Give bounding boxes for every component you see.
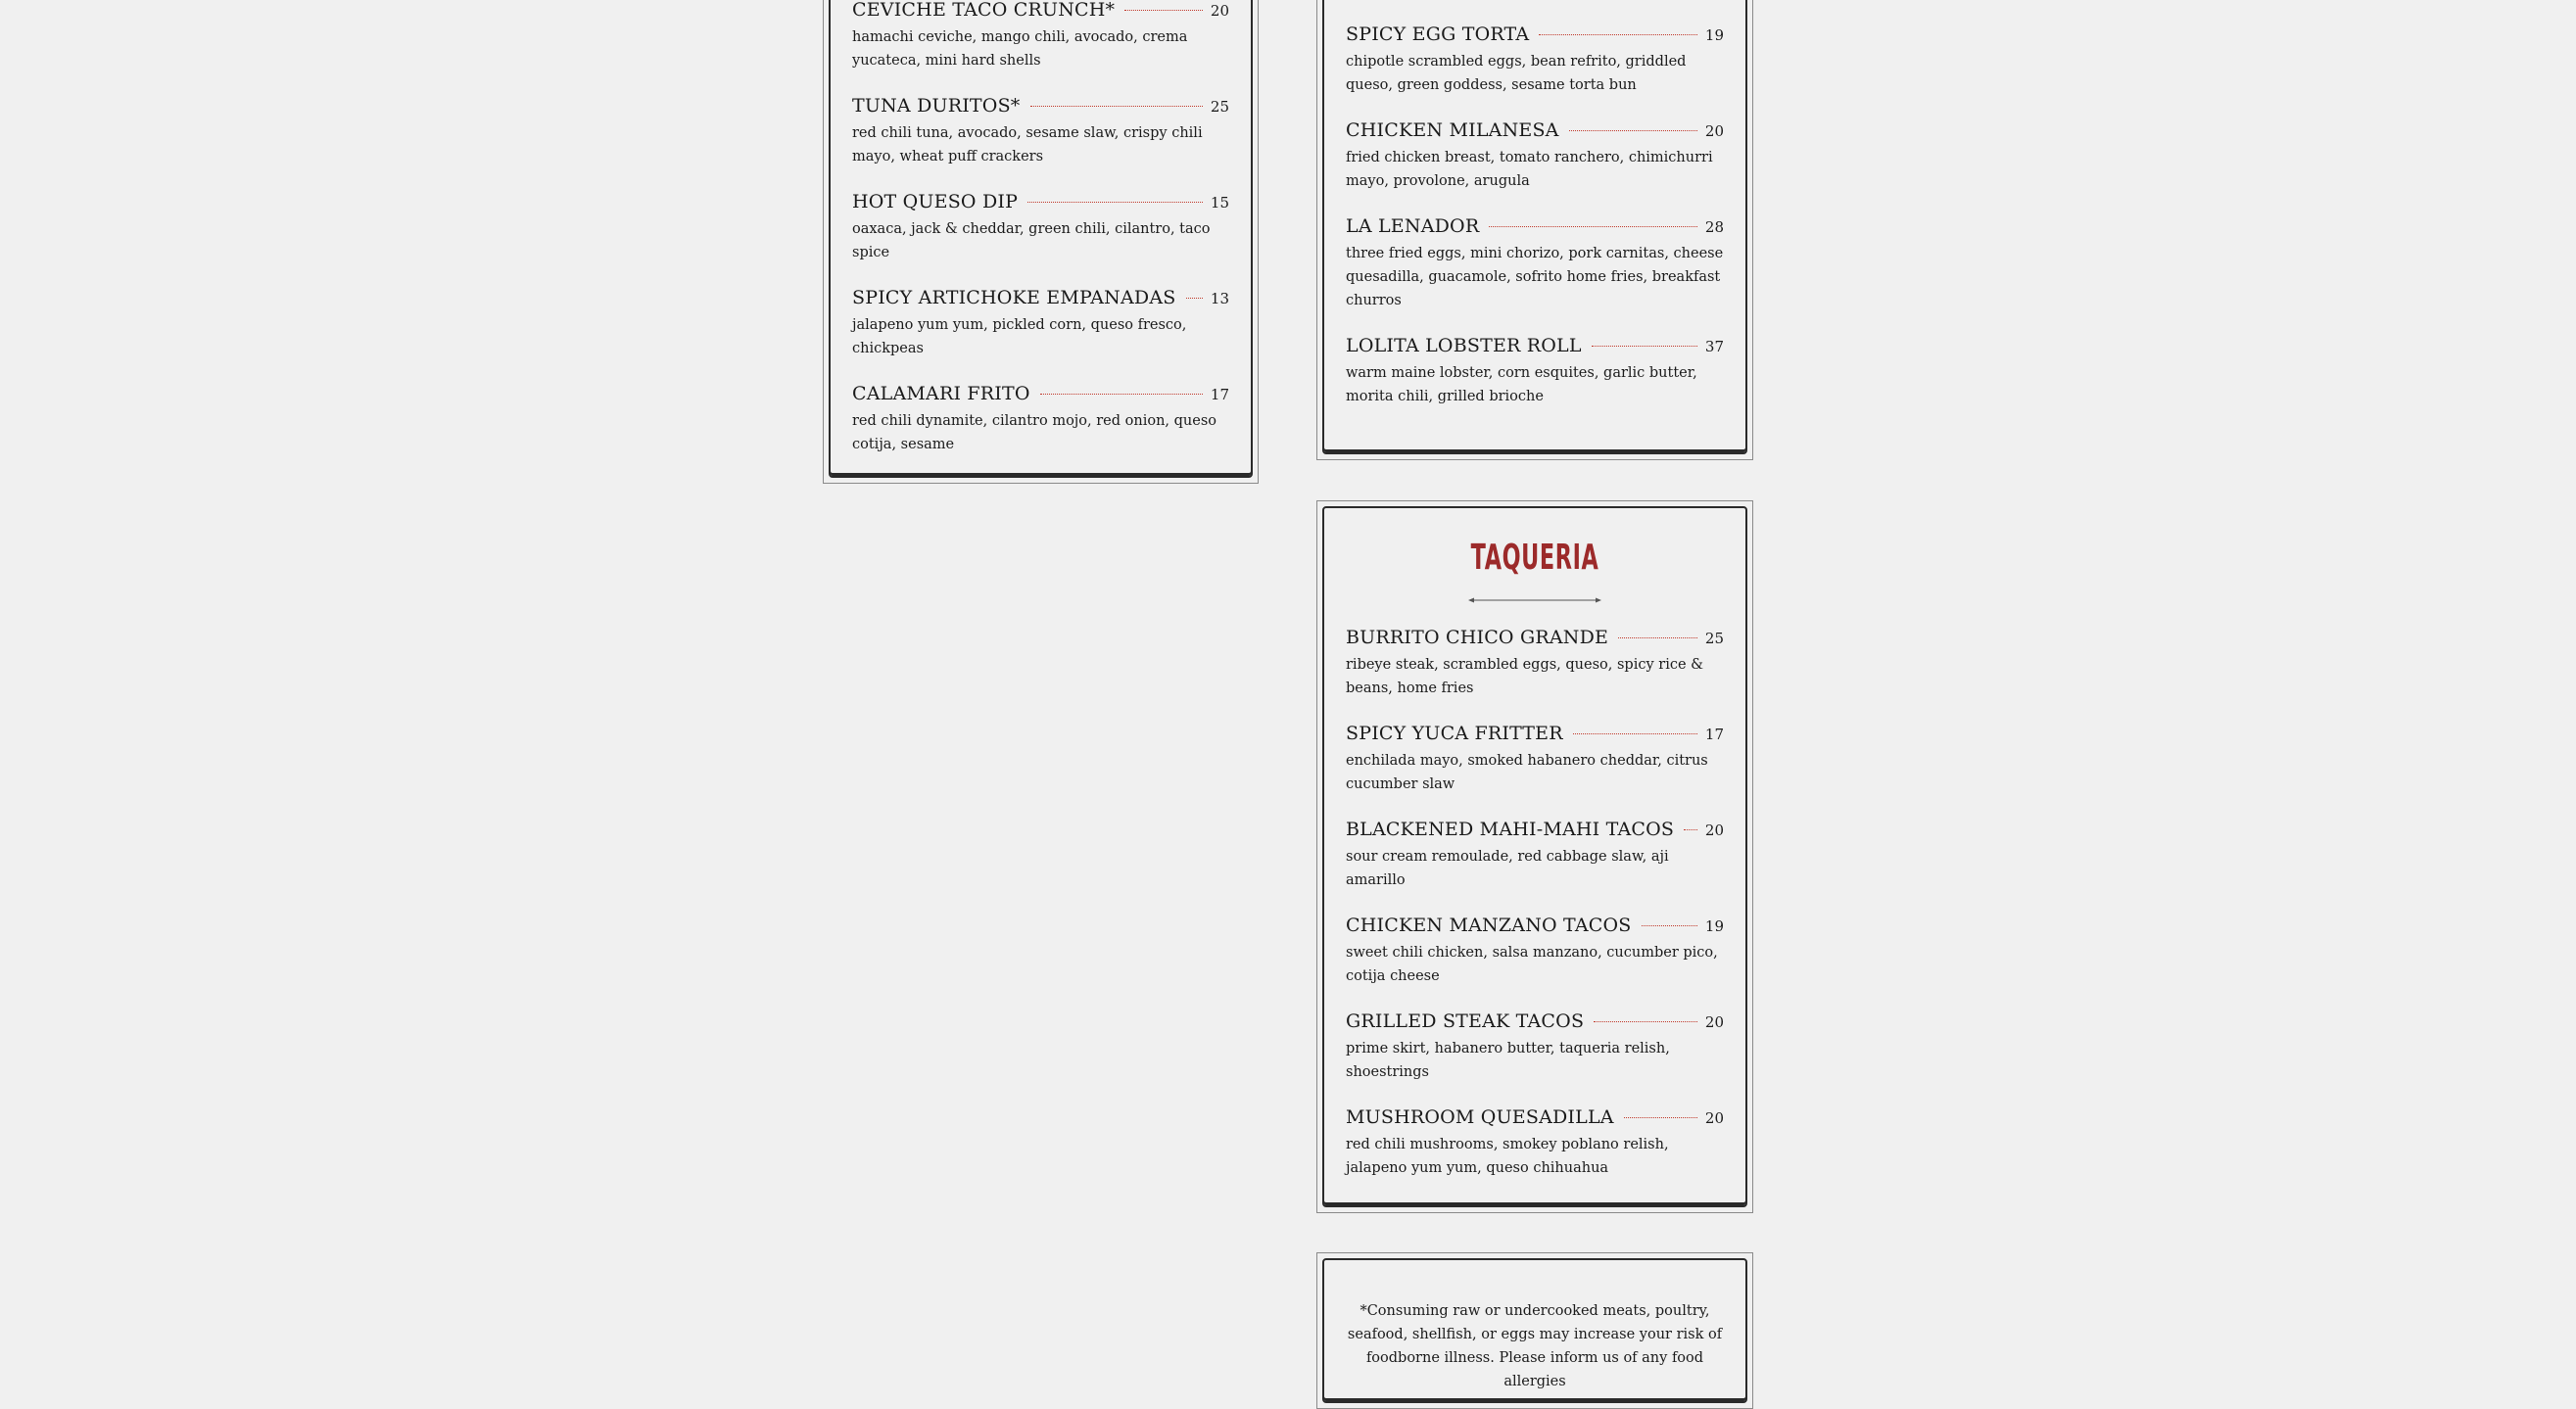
menu-item — [1346, 627, 1724, 700]
menu-item — [852, 383, 1229, 456]
menu-item-price: 28 — [1704, 218, 1724, 236]
menu-item-name: CEVICHE TACO CRUNCH* — [852, 0, 1116, 21]
menu-item-name: CHICKEN MILANESA — [1346, 119, 1559, 141]
menu-item-price: 17 — [1210, 386, 1229, 403]
starters-card — [823, 0, 1259, 484]
menu-item-name: HOT QUESO DIP — [852, 191, 1019, 212]
dotted-leader — [1592, 346, 1697, 347]
menu-item-price: 20 — [1704, 822, 1724, 839]
menu-item — [1346, 215, 1724, 312]
menu-item-price: 17 — [1704, 726, 1724, 743]
menu-item — [1346, 819, 1724, 892]
menu-item — [1346, 915, 1724, 988]
menu-item-description: red chili dynamite, cilantro mojo, red onion, queso cotija, sesame — [852, 413, 1217, 452]
menu-item-description: sour cream remoulade, red cabbage slaw, aji amarillo — [1346, 849, 1669, 888]
menu-item-description: prime skirt, habanero butter, taqueria relish, shoestrings — [1346, 1041, 1670, 1080]
ornament-divider-icon — [1468, 596, 1601, 604]
menu-item-name: BURRITO CHICO GRANDE — [1346, 627, 1609, 648]
menu-item-name: BLACKENED MAHI-MAHI TACOS — [1346, 819, 1675, 840]
mains-list — [1346, 23, 1724, 431]
menu-item — [1346, 23, 1724, 97]
menu-item-header — [1346, 723, 1724, 750]
dotted-leader — [1186, 298, 1203, 299]
menu-item-name: LOLITA LOBSTER ROLL — [1346, 335, 1582, 356]
menu-item-header — [1346, 1106, 1724, 1134]
menu-item-name: CALAMARI FRITO — [852, 383, 1030, 404]
starters-list — [852, 0, 1229, 479]
menu-item-description: sweet chili chicken, salsa manzano, cucumber pico, cotija cheese — [1346, 945, 1718, 984]
menu-item-header — [1346, 1010, 1724, 1038]
menu-item-name: SPICY YUCA FRITTER — [1346, 723, 1563, 744]
dotted-leader — [1040, 394, 1203, 395]
menu-item-description: chipotle scrambled eggs, bean refrito, griddled queso, green goddess, sesame torta bun — [1346, 54, 1687, 93]
menu-item-description: warm maine lobster, corn esquites, garlic butter, morita chili, grilled brioche — [1346, 365, 1697, 404]
section-title: TAQUERIA — [1470, 538, 1599, 578]
menu-item-header — [852, 0, 1229, 26]
allergy-notice-card — [1316, 1252, 1753, 1409]
menu-item-header — [852, 191, 1229, 218]
menu-item-header — [1346, 335, 1724, 362]
menu-item-header — [1346, 819, 1724, 846]
menu-item-price: 13 — [1210, 290, 1229, 307]
menu-item-price: 20 — [1210, 2, 1229, 20]
allergy-notice-frame — [1322, 1258, 1747, 1403]
menu-item — [1346, 119, 1724, 193]
dotted-leader — [1569, 130, 1697, 131]
menu-item — [1346, 1106, 1724, 1180]
menu-item-name: GRILLED STEAK TACOS — [1346, 1010, 1585, 1032]
menu-item — [852, 287, 1229, 360]
menu-item-description: red chili mushrooms, smokey poblano relish, jalapeno yum yum, queso chihuahua — [1346, 1137, 1669, 1176]
menu-item-name: MUSHROOM QUESADILLA — [1346, 1106, 1614, 1128]
menu-item-name: SPICY ARTICHOKE EMPANADAS — [852, 287, 1176, 308]
menu-item — [1346, 335, 1724, 408]
menu-item-header — [852, 383, 1229, 410]
allergy-notice-text: *Consuming raw or undercooked meats, poultry, seafood, shellfish, or eggs may increase your risk of foodborne illness. Please inform us of any food allergies — [1347, 1303, 1723, 1389]
menu-item-description: enchilada mayo, smoked habanero cheddar, citrus cucumber slaw — [1346, 753, 1708, 792]
dotted-leader — [1124, 10, 1203, 11]
menu-item-header — [852, 287, 1229, 314]
menu-item-description: hamachi ceviche, mango chili, avocado, crema yucateca, mini hard shells — [852, 29, 1188, 69]
menu-item — [852, 0, 1229, 72]
menu-item-header — [1346, 215, 1724, 243]
menu-item-price: 25 — [1704, 630, 1724, 647]
menu-item-description: three fried eggs, mini chorizo, pork carnitas, cheese quesadilla, guacamole, sofrito home fries, breakfast churros — [1346, 246, 1724, 308]
dotted-leader — [1594, 1021, 1697, 1022]
menu-item-price: 19 — [1704, 26, 1724, 44]
menu-item-price: 19 — [1704, 917, 1724, 935]
starters-card-frame — [829, 0, 1253, 478]
dotted-leader — [1573, 733, 1697, 734]
menu-item-price: 20 — [1704, 1109, 1724, 1127]
menu-item-description: oaxaca, jack & cheddar, green chili, cilantro, taco spice — [852, 221, 1211, 260]
menu-item-header — [1346, 915, 1724, 942]
dotted-leader — [1684, 829, 1697, 830]
menu-item-name: LA LENADOR — [1346, 215, 1480, 237]
dotted-leader — [1642, 925, 1697, 926]
menu-item-header — [1346, 119, 1724, 147]
menu-item-description: ribeye steak, scrambled eggs, queso, spicy rice & beans, home fries — [1346, 657, 1704, 696]
menu-item-description: fried chicken breast, tomato ranchero, chimichurri mayo, provolone, arugula — [1346, 150, 1713, 189]
menu-item-header — [852, 95, 1229, 122]
menu-item-description: red chili tuna, avocado, sesame slaw, crispy chili mayo, wheat puff crackers — [852, 125, 1203, 164]
menu-item-name: SPICY EGG TORTA — [1346, 23, 1530, 45]
dotted-leader — [1618, 637, 1697, 638]
menu-item — [852, 95, 1229, 168]
taqueria-card — [1316, 500, 1753, 1213]
menu-item-name: CHICKEN MANZANO TACOS — [1346, 915, 1632, 936]
dotted-leader — [1624, 1117, 1697, 1118]
menu-item-price: 15 — [1210, 194, 1229, 211]
menu-item — [852, 191, 1229, 264]
menu-item-price: 20 — [1704, 1013, 1724, 1031]
menu-item — [1346, 1010, 1724, 1084]
menu-item-price: 37 — [1704, 338, 1724, 355]
menu-item-name: TUNA DURITOS* — [852, 95, 1021, 117]
taqueria-list — [1346, 627, 1724, 1202]
menu-item-header — [1346, 23, 1724, 51]
menu-item-price: 25 — [1210, 98, 1229, 116]
taqueria-card-frame — [1322, 506, 1747, 1207]
dotted-leader — [1030, 106, 1203, 107]
menu-item-description: jalapeno yum yum, pickled corn, queso fresco, chickpeas — [852, 317, 1187, 356]
dotted-leader — [1027, 202, 1203, 203]
mains-card — [1316, 0, 1753, 460]
menu-item — [1346, 723, 1724, 796]
menu-item-price: 20 — [1704, 122, 1724, 140]
mains-card-frame — [1322, 0, 1747, 454]
dotted-leader — [1489, 226, 1697, 227]
menu-item-header — [1346, 627, 1724, 654]
dotted-leader — [1539, 34, 1697, 35]
